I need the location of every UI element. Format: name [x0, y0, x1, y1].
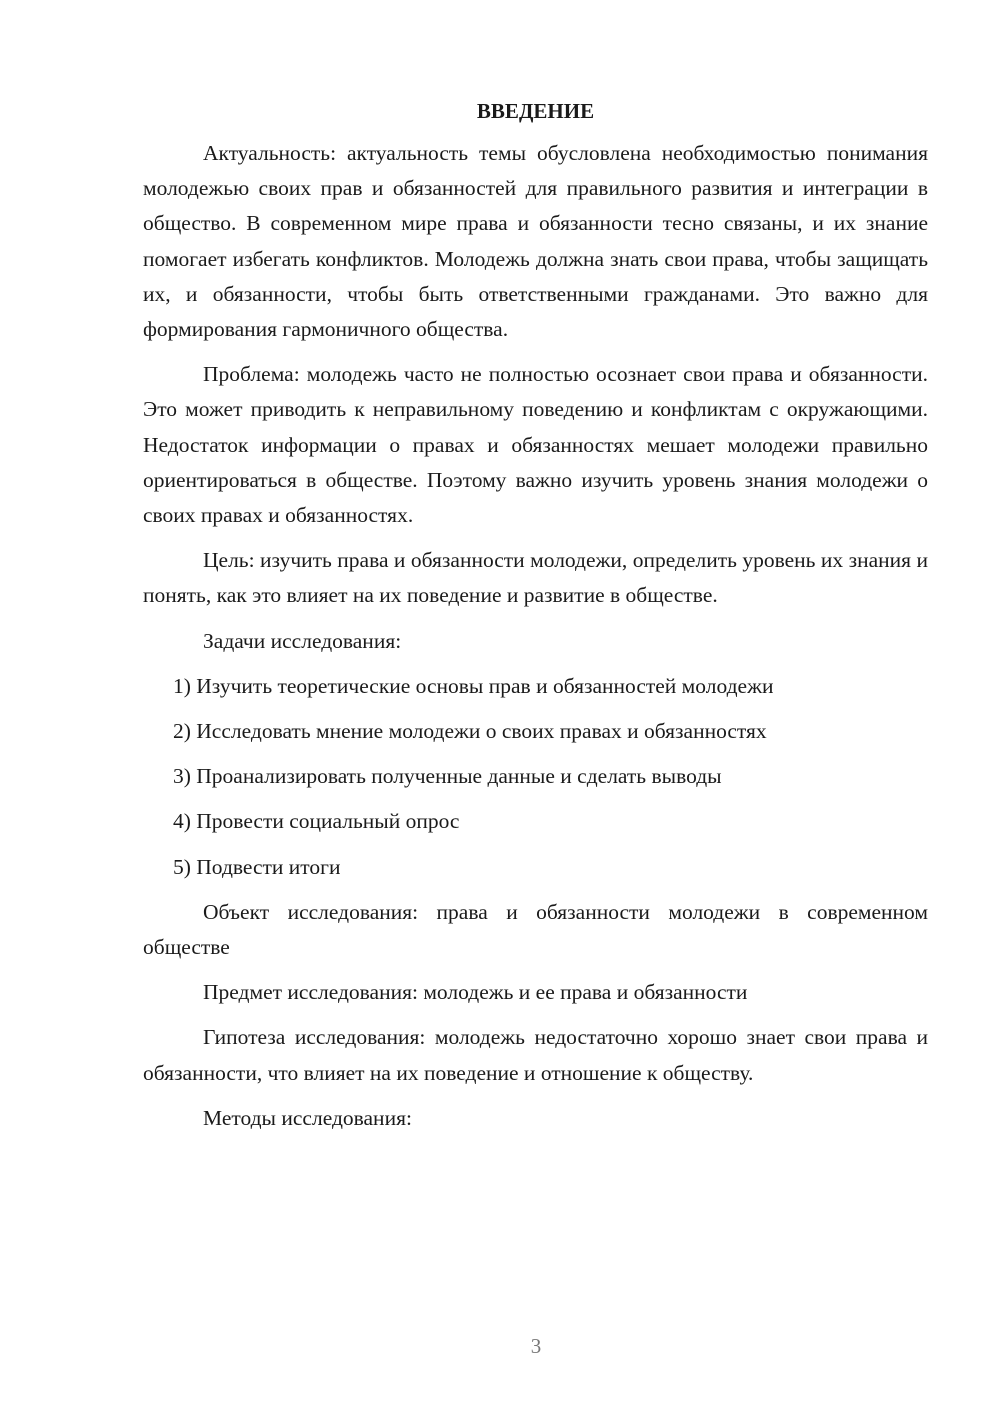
- goal-paragraph: Цель: изучить права и обязанности молодежи, определить уровень их знания и понять, как это влияет на их поведение и развитие в обществе.: [143, 548, 928, 608]
- page-number: 3: [530, 1334, 542, 1358]
- list-item: 2) Исследовать мнение молодежи о своих правах и обязанностях: [173, 719, 767, 744]
- object-paragraph: Объект исследования: права и обязанности молодежи в современном обществе: [143, 899, 928, 960]
- list-item: 5) Подвести итоги: [173, 854, 341, 879]
- list-item: 1) Изучить теоретические основы прав и обязанностей молодежи: [173, 673, 774, 698]
- tasks-list: [143, 669, 928, 885]
- hypothesis-paragraph: Гипотеза исследования: молодежь недостаточно хорошо знает свои права и обязанности, что влияет на их поведение и отношение к обществу.: [143, 1025, 928, 1085]
- list-item: 3) Проанализировать полученные данные и сделать выводы: [173, 764, 722, 789]
- problem-paragraph: Проблема: молодежь часто не полностью осознает свои права и обязанности. Это может приводить к неправильному поведению и конфликтам с окружающими. Недостаток информации о правах и обязанностях мешает молодежи правильно ориентироваться в обществе. Поэтому важно изучить уровень знания молодежи о своих правах и обязанностях.: [143, 362, 928, 528]
- relevance-paragraph: Актуальность: актуальность темы обусловлена необходимостью понимания молодежью своих прав и обязанностей для правильного развития и интеграции в общество. В современном мире права и обязанности тесно связаны, и их знание помогает избегать конфликтов. Молодежь должна знать свои права, чтобы защищать их, и обязанности, чтобы быть ответственными гражданами. Это важно для формирования гармоничного общества.: [143, 141, 928, 342]
- document-title: ВВЕДЕНИЕ: [476, 99, 595, 123]
- methods-heading: Методы исследования:: [203, 1105, 412, 1130]
- list-item: 4) Провести социальный опрос: [173, 809, 460, 834]
- subject-paragraph: Предмет исследования: молодежь и ее права и обязанности: [203, 980, 748, 1005]
- tasks-heading: Задачи исследования:: [203, 628, 402, 653]
- document-page: [143, 96, 928, 1146]
